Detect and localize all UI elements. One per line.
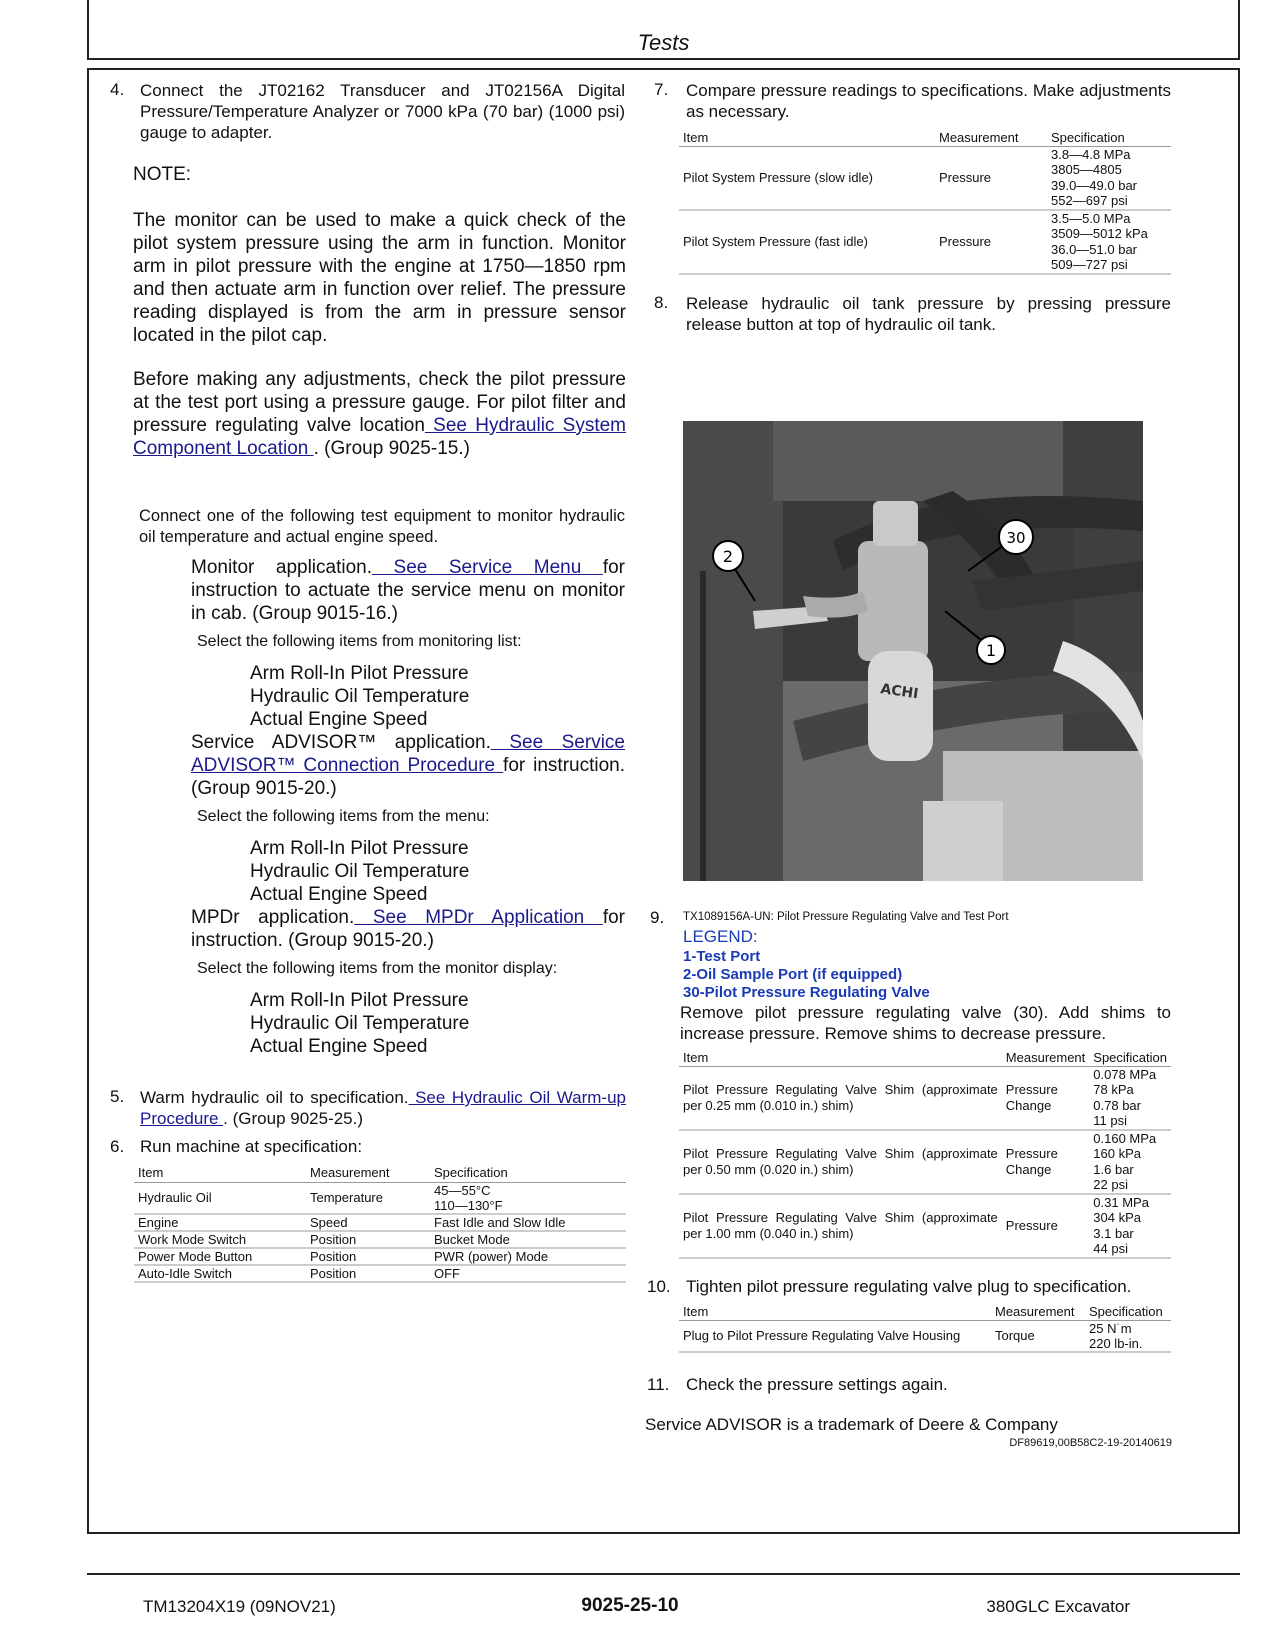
header-frame <box>87 0 1240 60</box>
table-cell: Engine <box>134 1214 306 1231</box>
select-menu: Select the following items from the menu: <box>197 808 490 825</box>
pilot-pressure-paragraph <box>133 368 626 460</box>
photo-caption: TX1089156A-UN: Pilot Pressure Regulating Valve and Test Port <box>683 911 1009 923</box>
table-cell: Temperature <box>306 1182 430 1214</box>
note-label: NOTE: <box>133 164 192 185</box>
select-monitor-display: Select the following items from the monitor display: <box>197 960 558 977</box>
step-4-text: Connect the JT02162 Transducer and JT02156A Digital Pressure/Temperature Analyzer or 7000 kPa (70 bar) (1000 psi) gauge to adapter. <box>140 81 625 142</box>
mpdr-tail: for instruction. (Group 9015-20.) <box>191 907 625 951</box>
list-item: Actual Engine Speed <box>250 884 428 905</box>
step-8-text: Release hydraulic oil tank pressure by pressing pressure release button at top of hydraulic oil tank. <box>686 294 1171 334</box>
before-text: Before making any adjustments, check the pilot pressure at the test port using a pressure gauge. For pilot filter and pressure regulating valve location <box>133 369 626 436</box>
footer-divider <box>87 1573 1240 1575</box>
table-cell: 0.160 MPa 160 kPa 1.6 bar 22 psi <box>1089 1130 1171 1194</box>
step-9-text: Remove pilot pressure regulating valve (30). Add shims to increase pressure. Remove shims to decrease pressure. <box>680 1003 1171 1043</box>
step-11-text: Check the pressure settings again. <box>686 1375 948 1394</box>
step-number: 6. <box>110 1137 125 1156</box>
table-cell: Pilot System Pressure (slow idle) <box>679 146 935 210</box>
step-10-text: Tighten pilot pressure regulating valve plug to specification. <box>686 1277 1132 1296</box>
mpdr-paragraph <box>191 906 625 952</box>
table-cell: Fast Idle and Slow Idle <box>430 1214 626 1231</box>
table-cell: Pilot Pressure Regulating Valve Shim (approximate per 1.00 mm (0.040 in.) shim) <box>679 1194 1002 1258</box>
list-item: Arm Roll-In Pilot Pressure <box>250 838 469 859</box>
page-number: 9025-25-10 <box>581 1595 679 1616</box>
table-cell: 45—55°C 110—130°F <box>430 1182 626 1214</box>
step-5-text <box>140 1087 626 1129</box>
hydraulic-oil-warmup-link[interactable]: See Hydraulic Oil Warm-up Procedure <box>140 1088 626 1128</box>
before-tail: . (Group 9025-15.) <box>313 438 470 459</box>
step-number: 4. <box>110 80 125 99</box>
table-cell: 3.8—4.8 MPa 3805—4805 39.0—49.0 bar 552—697 psi <box>1047 146 1171 210</box>
table-cell: Auto-Idle Switch <box>134 1265 306 1282</box>
table-header: Item <box>679 130 935 146</box>
table-cell: 0.078 MPa 78 kPa 0.78 bar 11 psi <box>1089 1066 1171 1130</box>
connect-text: Connect one of the following test equipment to monitor hydraulic oil temperature and actual engine speed. <box>139 507 625 546</box>
table-cell: Torque <box>991 1320 1085 1352</box>
sa-tail: for instruction. (Group 9015-20.) <box>191 755 626 799</box>
list-item: Hydraulic Oil Temperature <box>250 686 470 707</box>
table-header: Specification <box>1085 1304 1171 1320</box>
list-item: Actual Engine Speed <box>250 709 428 730</box>
machine-model: 380GLC Excavator <box>986 1597 1130 1616</box>
table-header: Item <box>679 1304 991 1320</box>
legend-title: LEGEND: <box>683 927 758 946</box>
sa-app-label: Service ADVISOR™ application. <box>191 732 491 753</box>
step-number: 7. <box>654 80 669 99</box>
mpdr-app-label: MPDr application. <box>191 907 355 928</box>
list-item: Hydraulic Oil Temperature <box>250 861 470 882</box>
list-item: Arm Roll-In Pilot Pressure <box>250 663 469 684</box>
table-header: Item <box>679 1050 1002 1066</box>
step-5-label: Warm hydraulic oil to specification. <box>140 1088 409 1107</box>
table-cell: Pressure <box>935 210 1047 274</box>
table-cell: Pressure Change <box>1002 1130 1089 1194</box>
table-cell: Power Mode Button <box>134 1248 306 1265</box>
step-5-tail: . (Group 9025-25.) <box>223 1109 364 1128</box>
callout-label: 2 <box>722 547 734 566</box>
table-header: Specification <box>1089 1050 1171 1066</box>
table-header: Measurement <box>306 1164 430 1182</box>
table-cell: Position <box>306 1265 430 1282</box>
document-id: DF89619,00B58C2-19-20140619 <box>1009 1437 1172 1449</box>
table-cell: OFF <box>430 1265 626 1282</box>
table-cell: Pilot Pressure Regulating Valve Shim (approximate per 0.25 mm (0.010 in.) shim) <box>679 1066 1002 1130</box>
table-cell: Pilot System Pressure (fast idle) <box>679 210 935 274</box>
hydraulic-component-location-link[interactable]: See Hydraulic System Component Location <box>133 415 626 459</box>
valve-photo <box>683 421 1143 881</box>
table-cell: Plug to Pilot Pressure Regulating Valve Housing <box>679 1320 991 1352</box>
sa-items-list <box>250 837 469 906</box>
legend-item: 1-Test Port <box>683 948 761 965</box>
monitor-application-paragraph <box>191 556 625 625</box>
step-number: 5. <box>110 1087 125 1106</box>
mpdr-application-link[interactable]: See MPDr Application <box>354 907 603 928</box>
list-item: Actual Engine Speed <box>250 1036 428 1057</box>
table-cell: Pressure <box>935 146 1047 210</box>
table-cell: Work Mode Switch <box>134 1231 306 1248</box>
note-text: The monitor can be used to make a quick check of the pilot system pressure using the arm in function. Monitor arm in pilot pressure with the engine at 1750—1850 rpm and then actuate arm in function over relief. The pressure reading displayed is from the arm in pressure sensor located in the pilot cap. <box>133 210 626 346</box>
legend-list <box>683 948 930 1002</box>
table-header: Item <box>134 1164 306 1182</box>
run-spec-table <box>134 1164 626 1283</box>
step-number: 8. <box>654 293 669 312</box>
table-header: Measurement <box>991 1304 1085 1320</box>
shim-table <box>679 1050 1171 1259</box>
trademark-notice: Service ADVISOR is a trademark of Deere & Company <box>645 1415 1058 1434</box>
table-cell: 3.5—5.0 MPa 3509—5012 kPa 36.0—51.0 bar 509—727 psi <box>1047 210 1171 274</box>
table-cell: 0.31 MPa 304 kPa 3.1 bar 44 psi <box>1089 1194 1171 1258</box>
callout-label: 30 <box>1006 529 1026 547</box>
table-cell: Speed <box>306 1214 430 1231</box>
list-item: Arm Roll-In Pilot Pressure <box>250 990 469 1011</box>
mpdr-items-list <box>250 989 469 1058</box>
table-cell: Position <box>306 1248 430 1265</box>
table-cell: Pilot Pressure Regulating Valve Shim (approximate per 0.50 mm (0.020 in.) shim) <box>679 1130 1002 1194</box>
monitor-app-label: Monitor application. <box>191 557 373 578</box>
manual-id: TM13204X19 (09NOV21) <box>143 1597 336 1616</box>
filter-label: ACHI <box>879 681 920 703</box>
table-cell: Position <box>306 1231 430 1248</box>
step-number: 9. <box>650 908 665 927</box>
table-cell: PWR (power) Mode <box>430 1248 626 1265</box>
service-advisor-paragraph <box>191 731 625 800</box>
table-header: Specification <box>1047 130 1171 146</box>
service-menu-link[interactable]: See Service Menu <box>372 557 603 578</box>
table-cell: 25 N˙m 220 lb-in. <box>1085 1320 1171 1352</box>
monitor-items-list <box>250 662 469 731</box>
step-6-text: Run machine at specification: <box>140 1137 363 1156</box>
legend-item: 2-Oil Sample Port (if equipped) <box>683 966 903 983</box>
pilot-system-pressure-table <box>679 130 1171 275</box>
select-monitoring-list: Select the following items from monitoring list: <box>197 633 522 650</box>
table-cell: Hydraulic Oil <box>134 1182 306 1214</box>
step-7-text: Compare pressure readings to specifications. Make adjustments as necessary. <box>686 81 1171 121</box>
step-number: 11. <box>647 1375 670 1394</box>
callout-label: 1 <box>985 641 997 660</box>
monitor-tail: for instruction to actuate the service menu on monitor in cab. (Group 9015-16.) <box>191 557 625 624</box>
legend-item: 30-Pilot Pressure Regulating Valve <box>683 984 930 1001</box>
torque-table <box>679 1304 1171 1353</box>
table-cell: Bucket Mode <box>430 1231 626 1248</box>
page-title: Tests <box>637 30 690 55</box>
table-header: Specification <box>430 1164 626 1182</box>
table-cell: Pressure <box>1002 1194 1089 1258</box>
list-item: Hydraulic Oil Temperature <box>250 1013 470 1034</box>
service-advisor-connection-link[interactable]: See Service ADVISOR™ Connection Procedure <box>191 732 625 776</box>
table-header: Measurement <box>1002 1050 1089 1066</box>
table-cell: Pressure Change <box>1002 1066 1089 1130</box>
step-number: 10. <box>647 1277 671 1296</box>
table-header: Measurement <box>935 130 1047 146</box>
